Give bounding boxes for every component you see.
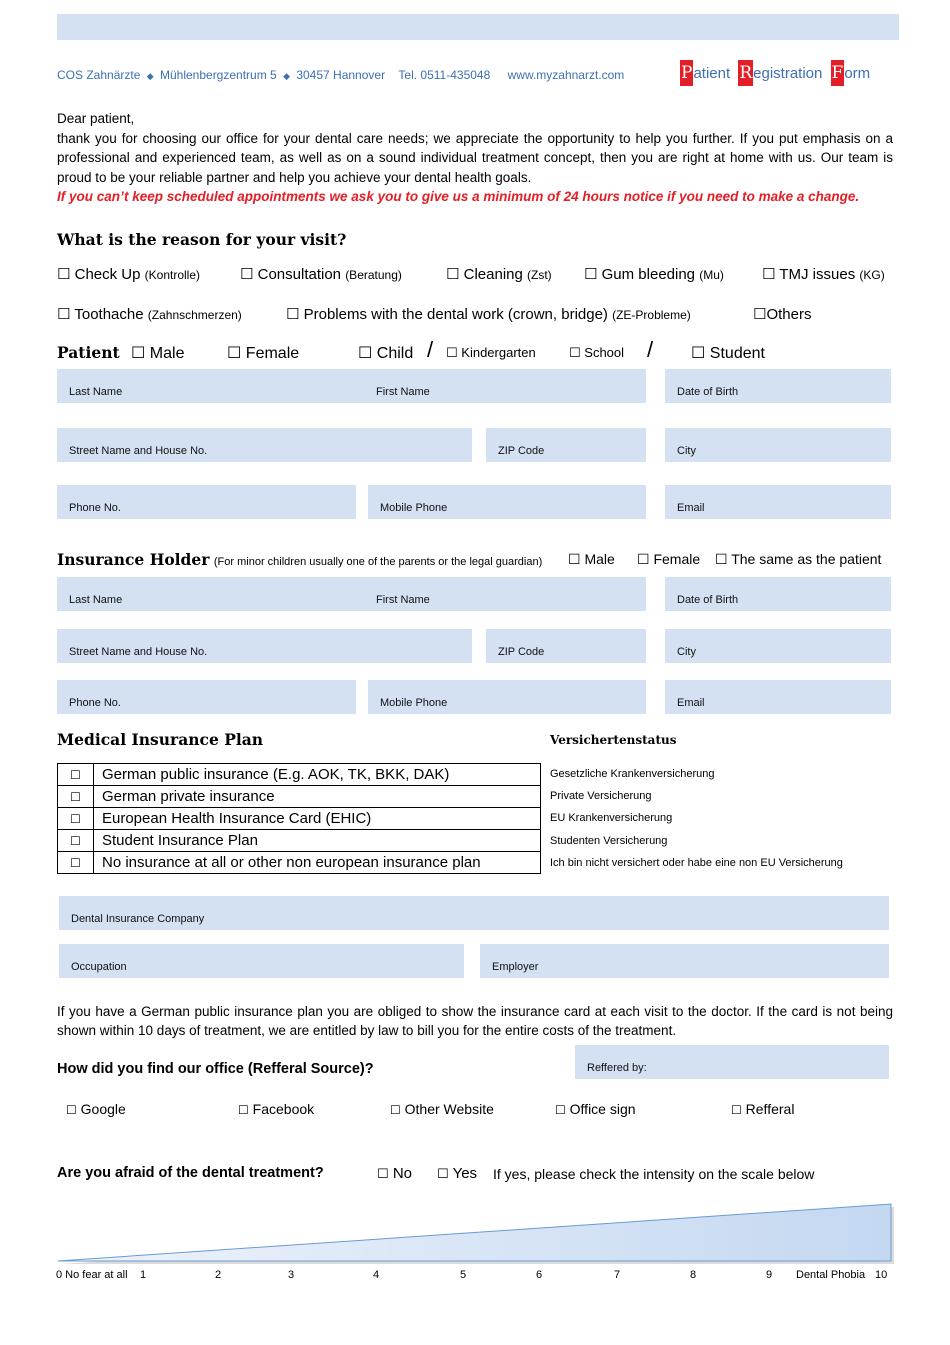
plan-de-label: Studenten Versicherung xyxy=(550,835,668,847)
patient-heading: Patient xyxy=(57,343,120,362)
option-de: (KG) xyxy=(859,268,885,282)
option-label: Male xyxy=(584,551,615,567)
scale-tick: 4 xyxy=(373,1269,380,1281)
option-label: Check Up xyxy=(74,266,141,283)
fear-question: Are you afraid of the dental treatment? xyxy=(57,1165,324,1181)
option-de: (Beratung) xyxy=(345,268,402,282)
option-label: Google xyxy=(80,1101,126,1117)
option-label: Cleaning xyxy=(463,266,523,283)
scale-tick: 10 xyxy=(875,1269,888,1281)
checkbox-icon[interactable]: ☐ xyxy=(762,266,776,283)
option-label: Refferal xyxy=(745,1101,795,1117)
office-city: 30457 Hannover xyxy=(296,68,386,82)
checkbox-icon[interactable]: ☐ xyxy=(358,345,373,362)
option-label: Consultation xyxy=(257,266,342,283)
scale-tick: 2 xyxy=(215,1269,222,1281)
checkbox-icon[interactable]: ☐ xyxy=(437,1166,449,1181)
checkbox-icon[interactable]: ☐ xyxy=(446,345,458,360)
diamond-icon: ◆ xyxy=(146,71,154,81)
option-label: Yes xyxy=(452,1165,478,1182)
office-name: COS Zahnärzte xyxy=(57,68,141,82)
option-label: Male xyxy=(149,345,185,362)
office-website[interactable]: www.myzahnarzt.com xyxy=(507,68,625,82)
plan-label: No insurance at all or other non european insurance plan xyxy=(94,852,541,874)
reason-heading: What is the reason for your visit? xyxy=(57,230,347,249)
option-label: Female xyxy=(245,345,300,362)
checkbox-icon[interactable]: ☐ xyxy=(691,345,706,362)
first-name-label: First Name xyxy=(376,386,430,398)
holder-heading: Insurance Holder xyxy=(57,550,210,569)
phone-label: Phone No. xyxy=(69,502,121,514)
scale-low-label: 0 No fear at all xyxy=(56,1269,128,1281)
checkbox-icon[interactable]: ☐ xyxy=(569,345,581,360)
option-label: TMJ issues xyxy=(779,266,856,283)
title-word-registration: egistration xyxy=(753,65,823,82)
dob-label: Date of Birth xyxy=(677,594,739,606)
plan-de-label: EU Krankenversicherung xyxy=(550,812,673,824)
title-word-patient: atient xyxy=(693,65,731,82)
checkbox-icon[interactable]: ☐ xyxy=(731,1103,742,1117)
scale-tick: 3 xyxy=(288,1269,295,1281)
option-de: (ZE-Probleme) xyxy=(612,308,691,322)
checkbox-icon[interactable]: ☐ xyxy=(377,1166,389,1181)
checkbox-icon[interactable]: ☐ xyxy=(637,551,650,567)
title-cap-r: R xyxy=(738,60,753,86)
option-label: Student xyxy=(709,345,765,362)
greeting: Dear patient, xyxy=(57,111,135,126)
status-heading: Versichertenstatus xyxy=(550,733,677,747)
appointment-warning: If you can’t keep scheduled appointments we ask you to give us a minimum of 24 hours notice if you need to make a change. xyxy=(57,189,860,204)
checkbox-icon[interactable]: ☐ xyxy=(58,764,94,786)
option-label: Toothache xyxy=(74,306,144,323)
checkbox-icon[interactable]: ☐ xyxy=(240,266,254,283)
mobile-label: Mobile Phone xyxy=(380,697,448,709)
checkbox-icon[interactable]: ☐ xyxy=(57,306,71,323)
city-label: City xyxy=(677,445,696,457)
scale-wedge[interactable] xyxy=(58,1204,891,1261)
checkbox-icon[interactable]: ☐ xyxy=(58,830,94,852)
option-label: Other Website xyxy=(404,1101,494,1117)
checkbox-icon[interactable]: ☐ xyxy=(227,345,242,362)
holder-note: (For minor children usually one of the parents or the legal guardian) xyxy=(213,556,543,568)
insurance-card-notice: If you have a German public insurance plan you are obliged to show the insurance card at each visit to the doctor. If the card is not being shown within 10 days of treatment, we are entitled by law to bill you for the entire costs of the treatment. xyxy=(57,1004,893,1038)
option-label: Female xyxy=(653,551,701,567)
checkbox-icon[interactable]: ☐ xyxy=(131,345,146,362)
option-label: Office sign xyxy=(569,1101,636,1117)
plan-de-label: Private Versicherung xyxy=(550,790,652,802)
slash-divider: / xyxy=(647,337,654,362)
title-word-form: orm xyxy=(844,65,871,82)
checkbox-icon[interactable]: ☐ xyxy=(58,786,94,808)
option-label: Others xyxy=(766,306,812,323)
street-label: Street Name and House No. xyxy=(69,445,208,457)
slash-divider: / xyxy=(427,337,434,362)
zip-label: ZIP Code xyxy=(498,445,545,457)
option-label: The same as the patient xyxy=(731,551,882,567)
referred-by-label: Reffered by: xyxy=(587,1062,647,1074)
city-label: City xyxy=(677,646,696,658)
title-cap-f: F xyxy=(831,60,845,86)
dob-label: Date of Birth xyxy=(677,386,739,398)
scale-tick: 8 xyxy=(690,1269,697,1281)
office-street: Mühlenbergzentrum 5 xyxy=(159,68,277,82)
occupation-label: Occupation xyxy=(71,961,127,973)
option-label: Problems with the dental work (crown, bridge) xyxy=(303,306,608,323)
plan-label: European Health Insurance Card (EHIC) xyxy=(94,808,541,830)
title-cap-p: P xyxy=(680,60,693,86)
option-de: (Zst) xyxy=(527,268,552,282)
scale-tick: 9 xyxy=(766,1269,773,1281)
street-label: Street Name and House No. xyxy=(69,646,208,658)
checkbox-icon[interactable]: ☐ xyxy=(286,306,300,323)
option-label: Gum bleeding xyxy=(601,266,696,283)
option-label: Kindergarten xyxy=(461,345,536,360)
email-label: Email xyxy=(677,697,705,709)
checkbox-icon[interactable]: ☐ xyxy=(390,1103,401,1117)
checkbox-icon[interactable]: ☐ xyxy=(238,1103,249,1117)
scale-tick: 7 xyxy=(614,1269,621,1281)
option-de: (Kontrolle) xyxy=(144,268,201,282)
checkbox-icon[interactable]: ☐ xyxy=(584,266,598,283)
checkbox-icon[interactable]: ☐ xyxy=(715,551,728,567)
checkbox-icon[interactable]: ☐ xyxy=(57,266,71,283)
checkbox-icon[interactable]: ☐ xyxy=(66,1103,77,1117)
last-name-label: Last Name xyxy=(69,594,123,606)
checkbox-icon[interactable]: ☐ xyxy=(568,551,581,567)
mobile-label: Mobile Phone xyxy=(380,502,448,514)
email-label: Email xyxy=(677,502,705,514)
scale-tick: 6 xyxy=(536,1269,543,1281)
checkbox-icon[interactable]: ☐ xyxy=(446,266,460,283)
option-de: (Mu) xyxy=(699,268,724,282)
option-de: (Zahnschmerzen) xyxy=(147,308,242,322)
phone-label: Phone No. xyxy=(69,697,121,709)
plan-de-label: Gesetzliche Krankenversicherung xyxy=(550,768,715,780)
option-label: Child xyxy=(376,345,414,362)
checkbox-icon[interactable]: ☐ xyxy=(58,808,94,830)
zip-label: ZIP Code xyxy=(498,646,545,658)
diamond-icon: ◆ xyxy=(283,71,290,81)
option-label: No xyxy=(392,1165,413,1182)
plan-de-label: Ich bin nicht versichert oder habe eine non EU Versicherung xyxy=(550,857,843,869)
scale-high-label: Dental Phobia xyxy=(796,1269,866,1281)
checkbox-icon[interactable]: ☐ xyxy=(58,852,94,874)
fear-hint: If yes, please check the intensity on the scale below xyxy=(493,1166,815,1182)
checkbox-icon[interactable]: ☐ xyxy=(753,306,767,323)
scale-tick: 5 xyxy=(460,1269,467,1281)
plan-label: German public insurance (E.g. AOK, TK, BKK, DAK) xyxy=(94,764,541,786)
plan-label: German private insurance xyxy=(94,786,541,808)
intro-body: thank you for choosing our office for your dental care needs; we appreciate the opportunity to help you further. If you put emphasis on a professional and experienced team, as well as on a sound individual treatment concept, then you are right at home with us. Our team is proud to be your reliable partner and help you achieve your dental health goals. xyxy=(57,130,893,185)
insurance-heading: Medical Insurance Plan xyxy=(57,730,264,749)
employer-label: Employer xyxy=(492,961,539,973)
first-name-label: First Name xyxy=(376,594,430,606)
plan-label: Student Insurance Plan xyxy=(94,830,541,852)
dental-company-label: Dental Insurance Company xyxy=(71,913,205,925)
scale-tick: 1 xyxy=(140,1269,147,1281)
last-name-label: Last Name xyxy=(69,386,123,398)
referral-question: How did you find our office (Refferal Source)? xyxy=(57,1061,374,1077)
option-label: School xyxy=(584,345,625,360)
office-phone: Tel. 0511-435048 xyxy=(398,68,491,82)
option-label: Facebook xyxy=(252,1101,315,1117)
checkbox-icon[interactable]: ☐ xyxy=(555,1103,566,1117)
